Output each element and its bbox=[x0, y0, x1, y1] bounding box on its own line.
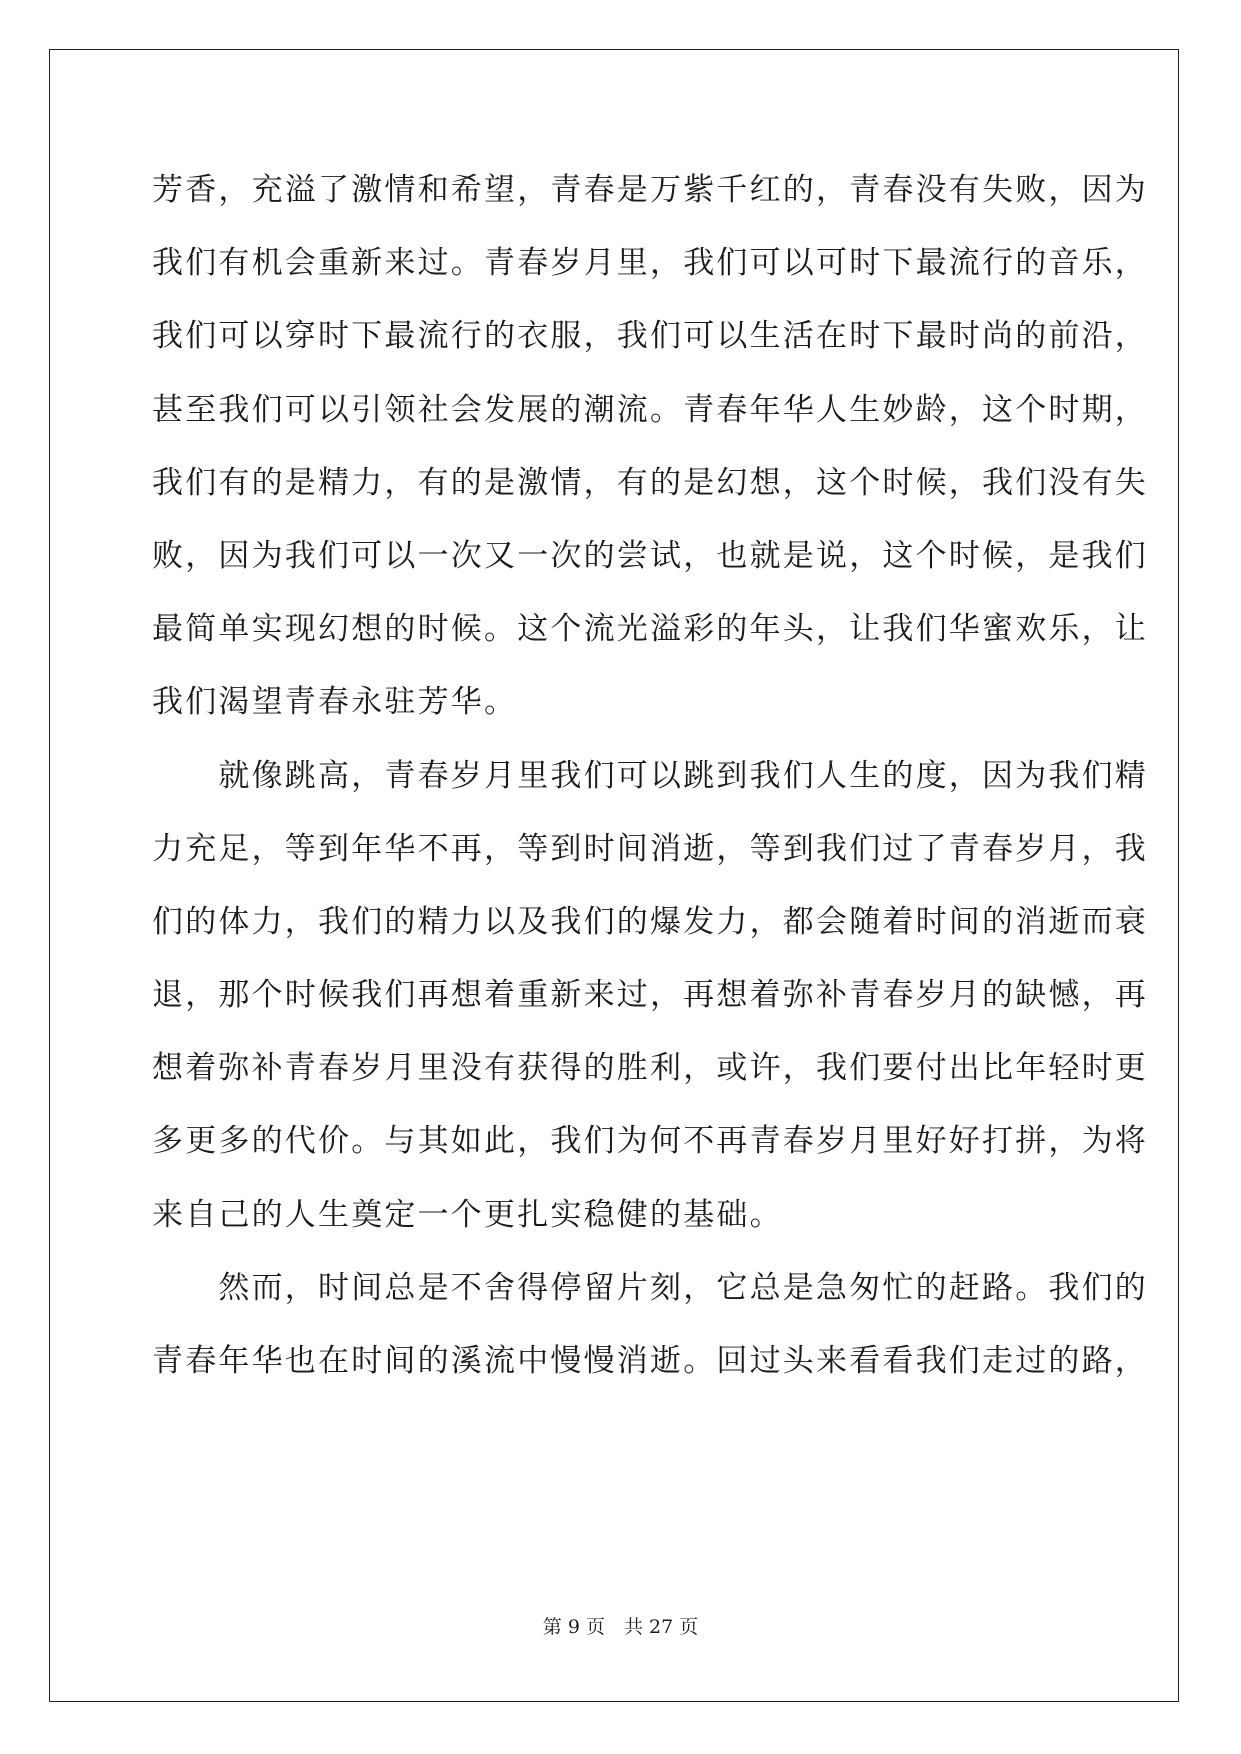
text-line: 就像跳高，青春岁月里我们可以跳到我们人生的度，因为我们精 bbox=[152, 757, 1148, 794]
text-line: 然而，时间总是不舍得停留片刻，它总是急匆忙的赶路。我们的 bbox=[152, 1269, 1148, 1306]
page-number: 第 9 页 共 27 页 bbox=[542, 1616, 699, 1638]
text-line: 想着弥补青春岁月里没有获得的胜利，或许，我们要付出比年轻时更 bbox=[152, 1050, 1148, 1087]
text-line: 退，那个时候我们再想着重新来过，再想着弥补青春岁月的缺憾，再 bbox=[152, 977, 1148, 1014]
text-line: 我们渴望青春永驻芳华。 bbox=[152, 684, 518, 721]
document-body bbox=[152, 154, 1148, 1398]
text-line: 来自己的人生奠定一个更扎实稳健的基础。 bbox=[152, 1196, 783, 1233]
text-line: 我们有的是精力，有的是激情，有的是幻想，这个时候，我们没有失 bbox=[152, 464, 1148, 501]
text-line: 甚至我们可以引领社会发展的潮流。青春年华人生妙龄，这个时期， bbox=[152, 391, 1148, 428]
text-line: 败，因为我们可以一次又一次的尝试，也就是说，这个时候，是我们 bbox=[152, 537, 1148, 574]
text-line: 青春年华也在时间的溪流中慢慢消逝。回过头来看看我们走过的路， bbox=[152, 1343, 1148, 1379]
text-line: 最简单实现幻想的时候。这个流光溢彩的年头，让我们华蜜欢乐，让 bbox=[152, 611, 1148, 648]
text-line: 们的体力，我们的精力以及我们的爆发力，都会随着时间的消逝而衰 bbox=[152, 903, 1148, 940]
text-line: 芳香，充溢了激情和希望，青春是万紫千红的，青春没有失败，因为 bbox=[152, 172, 1148, 208]
page-footer bbox=[0, 1612, 1241, 1639]
text-line: 我们有机会重新来过。青春岁月里，我们可以可时下最流行的音乐， bbox=[152, 245, 1148, 282]
text-line: 力充足，等到年华不再，等到时间消逝，等到我们过了青春岁月，我 bbox=[152, 830, 1148, 867]
text-line: 我们可以穿时下最流行的衣服，我们可以生活在时下最时尚的前沿， bbox=[152, 318, 1148, 355]
text-line: 多更多的代价。与其如此，我们为何不再青春岁月里好好打拼，为将 bbox=[152, 1123, 1148, 1160]
